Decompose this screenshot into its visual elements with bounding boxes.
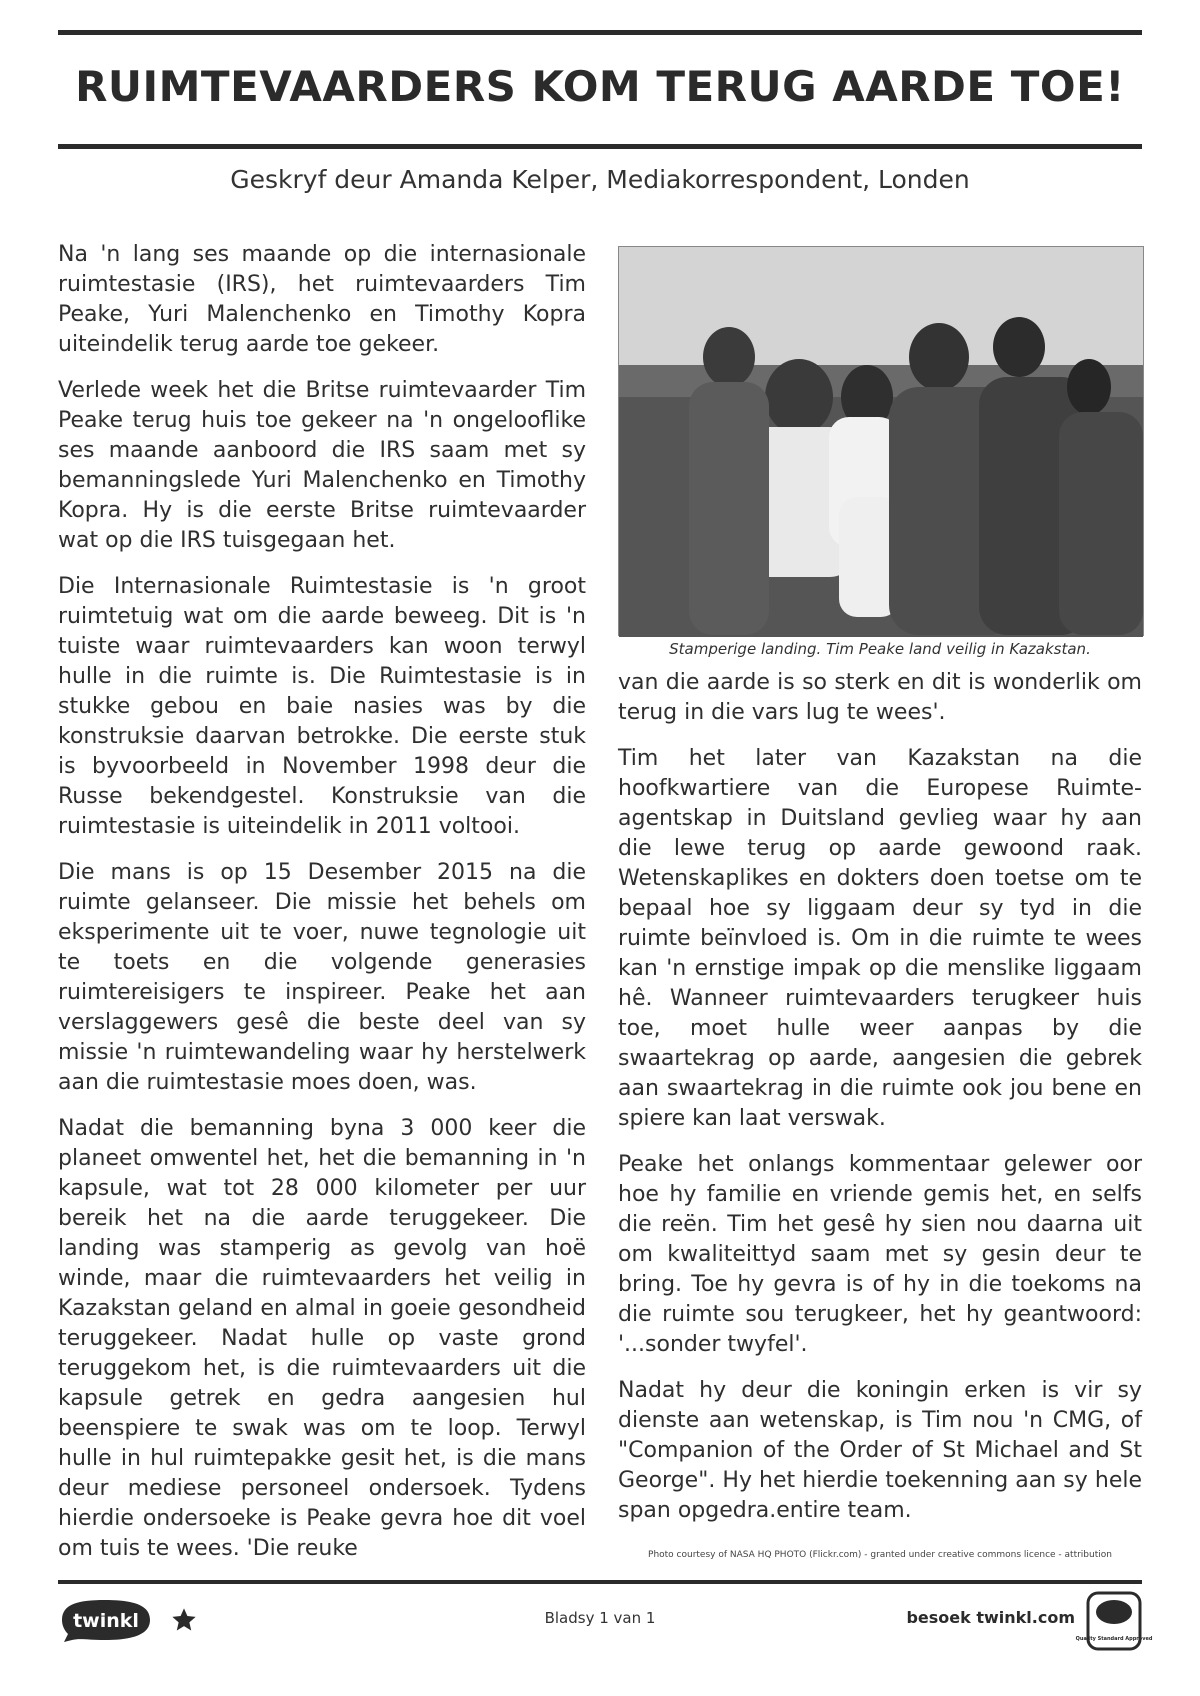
- twinkl-logo[interactable]: [58, 1598, 152, 1642]
- article-column-left: [58, 240, 586, 1570]
- photo-credit: Photo courtesy of NASA HQ PHOTO (Flickr.com) - granted under creative commons licence - attribution: [648, 1550, 1112, 1560]
- article-paragraph: van die aarde is so sterk en dit is wonderlik om terug in die vars lug te wees'.: [618, 670, 1142, 725]
- photo-caption: Stamperige landing. Tim Peake land veilig in Kazakstan.: [669, 640, 1091, 658]
- article-paragraph: Verlede week het die Britse ruimtevaarder Tim Peake terug huis toe gekeer na 'n ongelooflike ses maande aanboord die IRS saam met sy bemanningslede Yuri Malenchenko en Timothy Kopra. Hy is die eerste Britse ruimtevaarder wat op die IRS tuisgegaan het.: [58, 378, 586, 553]
- page-number: Bladsy 1 van 1: [544, 1609, 656, 1627]
- title-rule: [58, 144, 1142, 149]
- logo-text: twinkl: [73, 1610, 139, 1632]
- article-paragraph: Die mans is op 15 Desember 2015 na die ruimte gelanseer. Die missie het behels om eksperimente uit te voer, nuwe tegnologie uit te toets en die volgende generasies ruimtereisigers te inspireer. Peake het aan verslaggewers gesê die beste deel van sy missie 'n ruimtewandeling waar hy herstelwerk aan die ruimtestasie moes doen, was.: [58, 860, 586, 1095]
- page-title: RUIMTEVAARDERS KOM TERUG AARDE TOE!: [75, 62, 1125, 111]
- article-paragraph: Peake het onlangs kommentaar gelewer oor hoe hy familie en vriende gemis het, en selfs die reën. Tim het gesê hy sien nou daarna uit om kwaliteittyd saam met sy gesin deur te bring. Toe hy gevra is of hy in die toekoms na die ruimte sou terugkeer, het hy geantwoord: '...sonder twyfel'.: [618, 1152, 1142, 1357]
- footer-rule: [58, 1580, 1142, 1584]
- article-paragraph: Die Internasionale Ruimtestasie is 'n groot ruimtetuig wat om die aarde beweeg. Dit is 'n tuiste waar ruimtevaarders kan woon terwyl hulle in die ruimte is. Die Ruimtestasie is in stukke gebou en baie nasies was by die konstruksie daarvan betrokke. Die eerste stuk is byvoorbeeld in November 1998 deur die Russe bekendgestel. Konstruksie van die ruimtestasie is uiteindelik in 2011 voltooi.: [58, 574, 586, 839]
- star-icon: [170, 1606, 198, 1634]
- landing-photo: [618, 246, 1144, 636]
- landing-photo-illustration: [619, 247, 1143, 635]
- top-rule: [58, 30, 1142, 35]
- quality-badge-icon: [1075, 1590, 1153, 1652]
- article-paragraph: Nadat hy deur die koningin erken is vir sy dienste aan wetenskap, is Tim nou 'n CMG, of "Companion of the Order of St Michael and St George". Hy het hierdie toekenning aan sy hele span opgedra.entire team.: [618, 1378, 1142, 1523]
- article-paragraph: Tim het later van Kazakstan na die hoofkwartiere van die Europese Ruimte-agentskap in Duitsland gevlieg waar hy aan die lewe terug op aarde gewoond raak. Wetenskaplikes en dokters doen toetse om te bepaal hoe sy liggaam deur sy tyd in die ruimte beïnvloed is. Om in die ruimte te wees kan 'n ernstige impak op die menslike liggaam hê. Wanneer ruimtevaarders terugkeer huis toe, moet hulle weer aanpas by die swaartekrag op aarde, aangesien die gebrek aan swaartekrag in die ruimte ook jou bene en spiere kan laat verswak.: [618, 746, 1142, 1131]
- article-column-right: [618, 668, 1142, 1548]
- twinkl-logo-shape: [58, 1598, 152, 1642]
- visit-link[interactable]: besoek twinkl.com: [906, 1608, 1075, 1627]
- article-paragraph: Na 'n lang ses maande op die internasionale ruimtestasie (IRS), het ruimtevaarders Tim Peake, Yuri Malenchenko en Timothy Kopra uiteindelik terug aarde toe gekeer.: [58, 242, 586, 357]
- byline: Geskryf deur Amanda Kelper, Mediakorrespondent, Londen: [230, 165, 970, 194]
- article-paragraph: Nadat die bemanning byna 3 000 keer die planeet omwentel het, het die bemanning in 'n kapsule, wat tot 28 000 kilometer per uur bereik het na die aarde teruggekeer. Die landing was stamperig as gevolg van hoë winde, maar die ruimtevaarders het veilig in Kazakstan geland en almal in goeie gesondheid teruggekeer. Nadat hulle op vaste grond teruggekom het, is die ruimtevaarders uit die kapsule getrek en gedra aangesien hul beenspiere te swak was om te loop. Terwyl hulle in hul ruimtepakke gesit het, is die mans deur mediese personeel ondersoek. Tydens hierdie ondersoeke is Peake gevra hoe dit voel om tuis te wees. 'Die reuke: [58, 1116, 586, 1561]
- badge-text: Quality Standard Approved: [1075, 1636, 1153, 1642]
